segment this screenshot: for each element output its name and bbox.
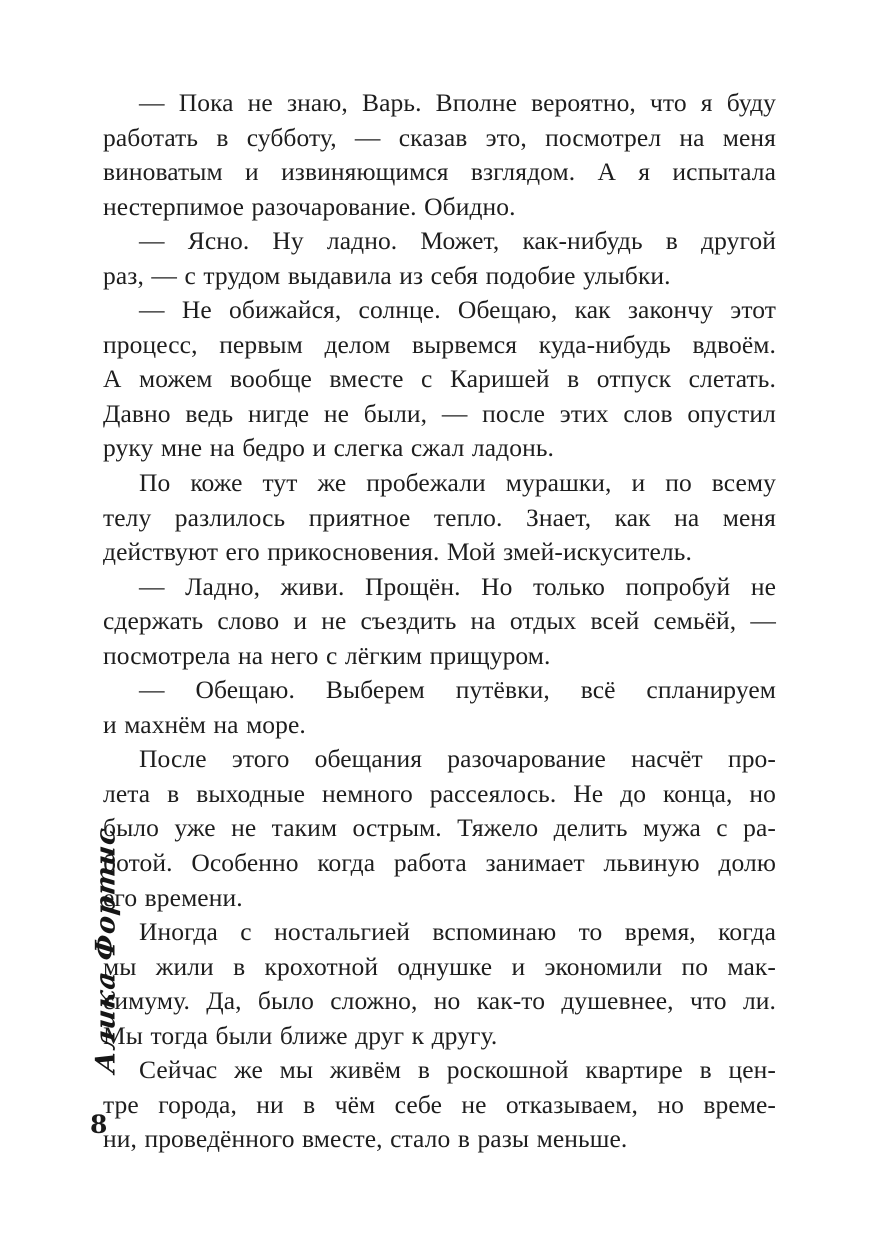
text-line: действуют его прикосновения. Мой змей-искуситель. <box>103 537 692 567</box>
text-line: А можем вообще вместе с Каришей в отпуск слетать. <box>103 364 776 394</box>
text-line: — Обещаю. Выберем путёвки, всё спланируем <box>139 675 776 705</box>
text-line: сдержать слово и не съездить на отдых всей семьёй, — <box>103 606 776 636</box>
paragraph <box>103 466 776 570</box>
text-line: ботой. Особенно когда работа занимает львиную долю <box>103 848 776 878</box>
author-signature: Алика Фортис <box>90 825 122 1075</box>
text-line: Иногда с ностальгией вспоминаю то время, когда <box>139 917 776 947</box>
text-line: — Не обижайся, солнце. Обещаю, как закончу этот <box>139 295 776 325</box>
text-line: После этого обещания разочарование насчёт про- <box>139 744 776 774</box>
text-line: лета в выходные немного рассеялось. Не до конца, но <box>103 778 776 808</box>
text-line: Давно ведь нигде не были, — после этих слов опустил <box>103 398 776 428</box>
paragraph <box>103 1053 776 1157</box>
text-line: симуму. Да, было сложно, но как-то душевнее, что ли. <box>103 986 776 1016</box>
page-number: 8 <box>90 1110 108 1139</box>
page-text <box>103 86 776 1157</box>
paragraph <box>103 224 776 293</box>
paragraph <box>103 673 776 742</box>
text-line: ни, проведённого вместе, стало в разы меньше. <box>103 1124 628 1154</box>
text-line: По коже тут же пробежали мурашки, и по всему <box>139 468 776 498</box>
text-line: процесс, первым делом вырвемся куда-нибудь вдвоём. <box>103 329 776 359</box>
text-line: раз, — с трудом выдавила из себя подобие улыбки. <box>103 260 671 290</box>
text-line: было уже не таким острым. Тяжело делить мужа с ра- <box>103 813 776 843</box>
paragraph <box>103 86 776 224</box>
paragraph <box>103 570 776 674</box>
text-line: — Пока не знаю, Варь. Вполне вероятно, что я буду <box>139 88 776 117</box>
text-line: — Ясно. Ну ладно. Может, как-нибудь в другой <box>139 226 776 256</box>
text-line: посмотрела на него с лёгким прищуром. <box>103 640 551 670</box>
text-line: Мы тогда были ближе друг к другу. <box>103 1020 498 1050</box>
text-line: — Ладно, живи. Прощён. Но только попробуй не <box>139 571 776 601</box>
text-line: тре города, ни в чём себе не отказываем, но време- <box>103 1089 776 1119</box>
text-line: мы жили в крохотной однушке и экономили по мак- <box>103 951 776 981</box>
text-line: виноватым и извиняющимся взглядом. А я испытала <box>103 157 776 187</box>
text-line: его времени. <box>103 882 243 912</box>
text-line: и махнём на море. <box>103 709 306 739</box>
paragraph <box>103 293 776 466</box>
text-line: работать в субботу, — сказав это, посмотрел на меня <box>103 122 776 152</box>
paragraph <box>103 742 776 915</box>
text-line: телу разлилось приятное тепло. Знает, как на меня <box>103 502 776 532</box>
text-line: Сейчас же мы живём в роскошной квартире в цен- <box>139 1055 776 1085</box>
text-line: руку мне на бедро и слегка сжал ладонь. <box>103 433 555 463</box>
paragraph <box>103 915 776 1053</box>
text-line: нестерпимое разочарование. Обидно. <box>103 191 516 221</box>
